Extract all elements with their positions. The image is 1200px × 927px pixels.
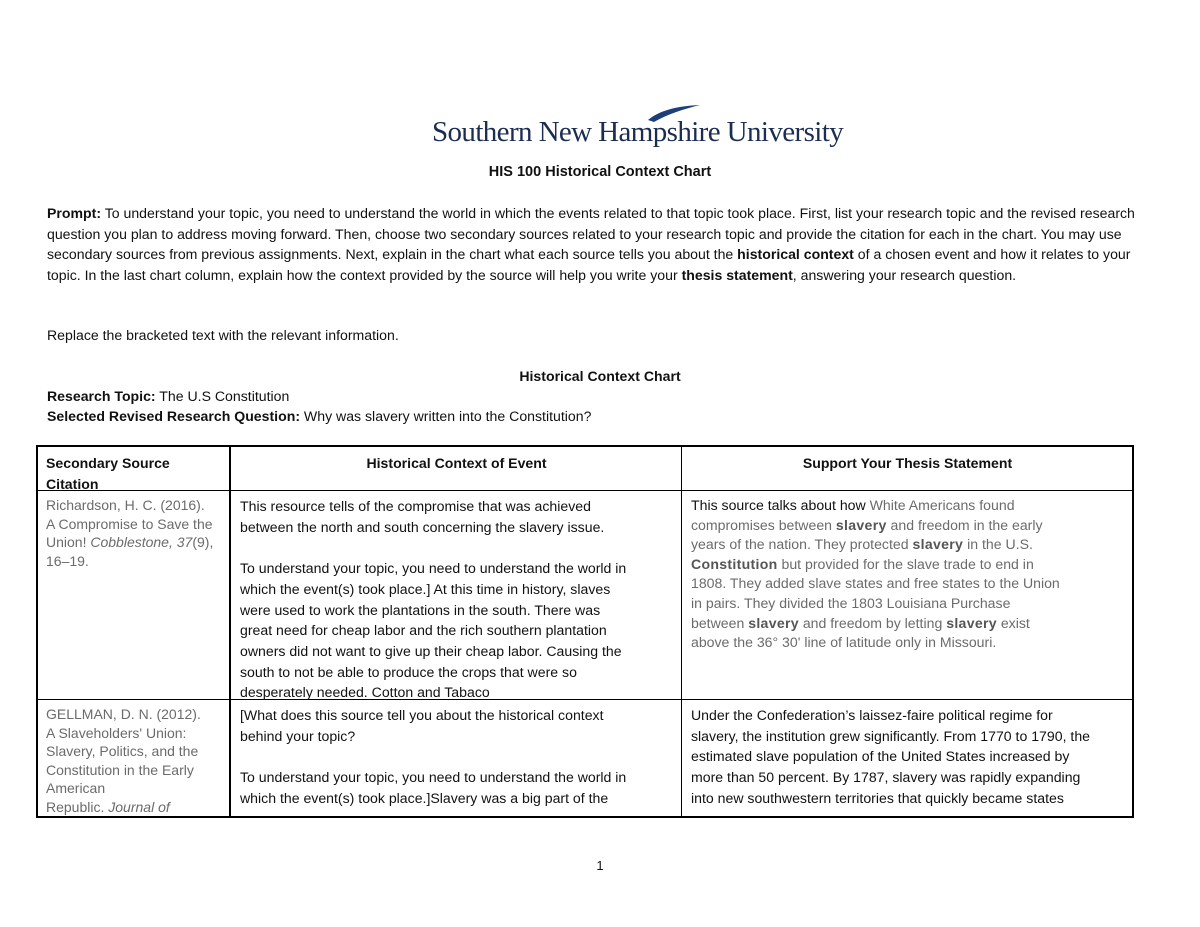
row1-context-line: desperately needed. Cotton and Tabaco [240,684,490,701]
row1-support-line [691,516,1131,536]
row1-context-line: south to not be able to produce the crops that were so [240,663,577,680]
prompt-label: Prompt: [47,205,102,221]
row1-support-text: exist [996,614,1030,631]
row1-support-line: in pairs. They divided the 1803 Louisiana Purchase [691,594,1011,611]
row1-context-line: between the north and south concerning the slavery issue. [240,518,605,535]
row1-support-keyword: slavery [946,614,997,631]
row1-support-line [691,614,1131,634]
row1-citation-journal: Cobblestone, 37 [90,534,193,550]
prompt-text-2: of a chosen event and how it relates to your topic. In the last chart column, explain how the context provided by the source will help you write your [47,246,1131,284]
research-topic-value: The U.S Constitution [155,388,290,404]
prompt-text-1: To understand your topic, you need to understand the world in which the events related to that topic took place. First, list your research topic and the revised research question you plan to address moving forward. Then, choose two secondary sources related to your research topic and provide the citation for each in the chart. You may use secondary sources from previous assignments. Next, explain in the chart what each source tells you about the [47,205,1135,263]
row1-support-line [691,496,1131,516]
table-border-top [36,445,1134,447]
historical-context-table [36,445,1134,818]
row1-citation [46,496,228,570]
table-border-bottom [36,816,1134,818]
page-number: 1 [596,858,604,873]
row1-support-line [691,555,1131,575]
research-question-value: Why was slavery written into the Constitution? [300,408,592,424]
header-historical-context: Historical Context of Event [366,455,547,471]
row2-historical-context [240,705,680,809]
row1-support-text: and freedom by letting [798,614,947,631]
row1-support-keyword: slavery [912,536,964,553]
row2-citation-line: A Slaveholders' Union: [46,724,187,741]
research-topic-label: Research Topic: [47,388,156,404]
table-col-divider-2 [681,445,682,818]
row1-support-text: but provided for the slave trade to end in [777,555,1034,572]
row1-historical-context [240,496,680,703]
table-border-left [36,445,38,818]
row2-citation-line: Slavery, Politics, and the [46,743,199,759]
row2-citation [46,705,228,816]
row1-citation-line: 16–19. [46,552,89,569]
row2-context-line: [What does this source tell you about the historical context [240,707,604,723]
row2-context-line: which the event(s) took place.]Slavery was a big part of the [240,789,609,806]
row2-context-line: To understand your topic, you need to understand the world in [240,769,627,786]
prompt-bold-thesis-statement: thesis statement [681,267,793,284]
row1-context-line: owners did not want to give up their cheap labor. Causing the [240,642,622,659]
row1-citation-issue: (9), [192,534,214,550]
university-logo [432,104,844,154]
chart-heading: Historical Context Chart [519,368,681,384]
row1-support-keyword: slavery [835,516,887,533]
research-question-label: Selected Revised Research Question: [47,408,301,424]
row2-context-line: behind your topic? [240,727,356,744]
row1-support-line: 1808. They added slave states and free states to the Union [691,575,1060,592]
row1-citation-line [46,533,228,552]
row1-support-text: between [691,614,749,631]
row1-support-line [691,535,1131,555]
row1-support-text: in the U.S. [963,536,1033,553]
row1-support-intro: This source talks about how [691,497,870,513]
research-topic-line [47,388,289,404]
row2-support-line: into new southwestern territories that quickly became states [691,789,1064,806]
instruction-text: Replace the bracketed text with the relevant information. [47,327,399,343]
row2-support-line: more than 50 percent. By 1787, slavery was rapidly expanding [691,769,1081,786]
row2-thesis-support [691,705,1131,809]
prompt-paragraph [47,203,1137,286]
row2-support-line: Under the Confederation’s laissez-faire political regime for [691,707,1053,723]
row1-support-text: compromises between [691,516,836,533]
row2-citation-line: Constitution in the Early [46,761,194,778]
row1-support-text: and freedom in the early [886,516,1043,533]
row2-support-line: slavery, the institution grew significantly. From 1770 to 1790, the [691,727,1091,744]
prompt-bold-historical-context: historical context [737,246,854,263]
row1-context-line: This resource tells of the compromise that was achieved [240,498,591,514]
row2-citation-text: Republic. [46,798,109,815]
row1-citation-line: Richardson, H. C. (2016). [46,497,205,513]
row2-citation-line: American [46,780,106,796]
university-name: Southern New Hampshire University [432,116,844,148]
table-border-right [1132,445,1134,818]
row1-support-text: White Americans found [869,497,1015,513]
document-title: HIS 100 Historical Context Chart [488,164,712,180]
header-thesis-support: Support Your Thesis Statement [802,455,1013,471]
row1-support-keyword: slavery [748,614,799,631]
row1-citation-text: Union! [46,534,91,550]
research-question-line [47,408,591,424]
row1-context-line: were used to work the plantations in the south. There was [240,601,601,618]
row1-support-keyword: Constitution [691,555,778,572]
row1-context-line: which the event(s) took place.] At this time in history, slaves [240,580,611,597]
row1-citation-line: A Compromise to Save the [46,515,213,532]
logo-swoosh-icon [644,104,704,124]
row1-support-line: above the 36° 30' line of latitude only in Missouri. [691,634,997,651]
row2-support-line: estimated slave population of the United States increased by [691,748,1070,765]
row2-citation-line: GELLMAN, D. N. (2012). [46,706,201,722]
row1-context-line: To understand your topic, you need to understand the world in [240,560,627,577]
row1-thesis-support [691,496,1131,653]
row1-context-line: great need for cheap labor and the rich southern plantation [240,622,607,639]
row2-citation-line [46,798,228,817]
header-citation: Secondary Source Citation [46,455,170,492]
row1-support-text: years of the nation. They protected [691,536,913,553]
prompt-text-3: , answering your research question. [792,267,1017,284]
row2-citation-journal: Journal of [108,798,170,815]
table-col-divider-1 [229,445,231,818]
